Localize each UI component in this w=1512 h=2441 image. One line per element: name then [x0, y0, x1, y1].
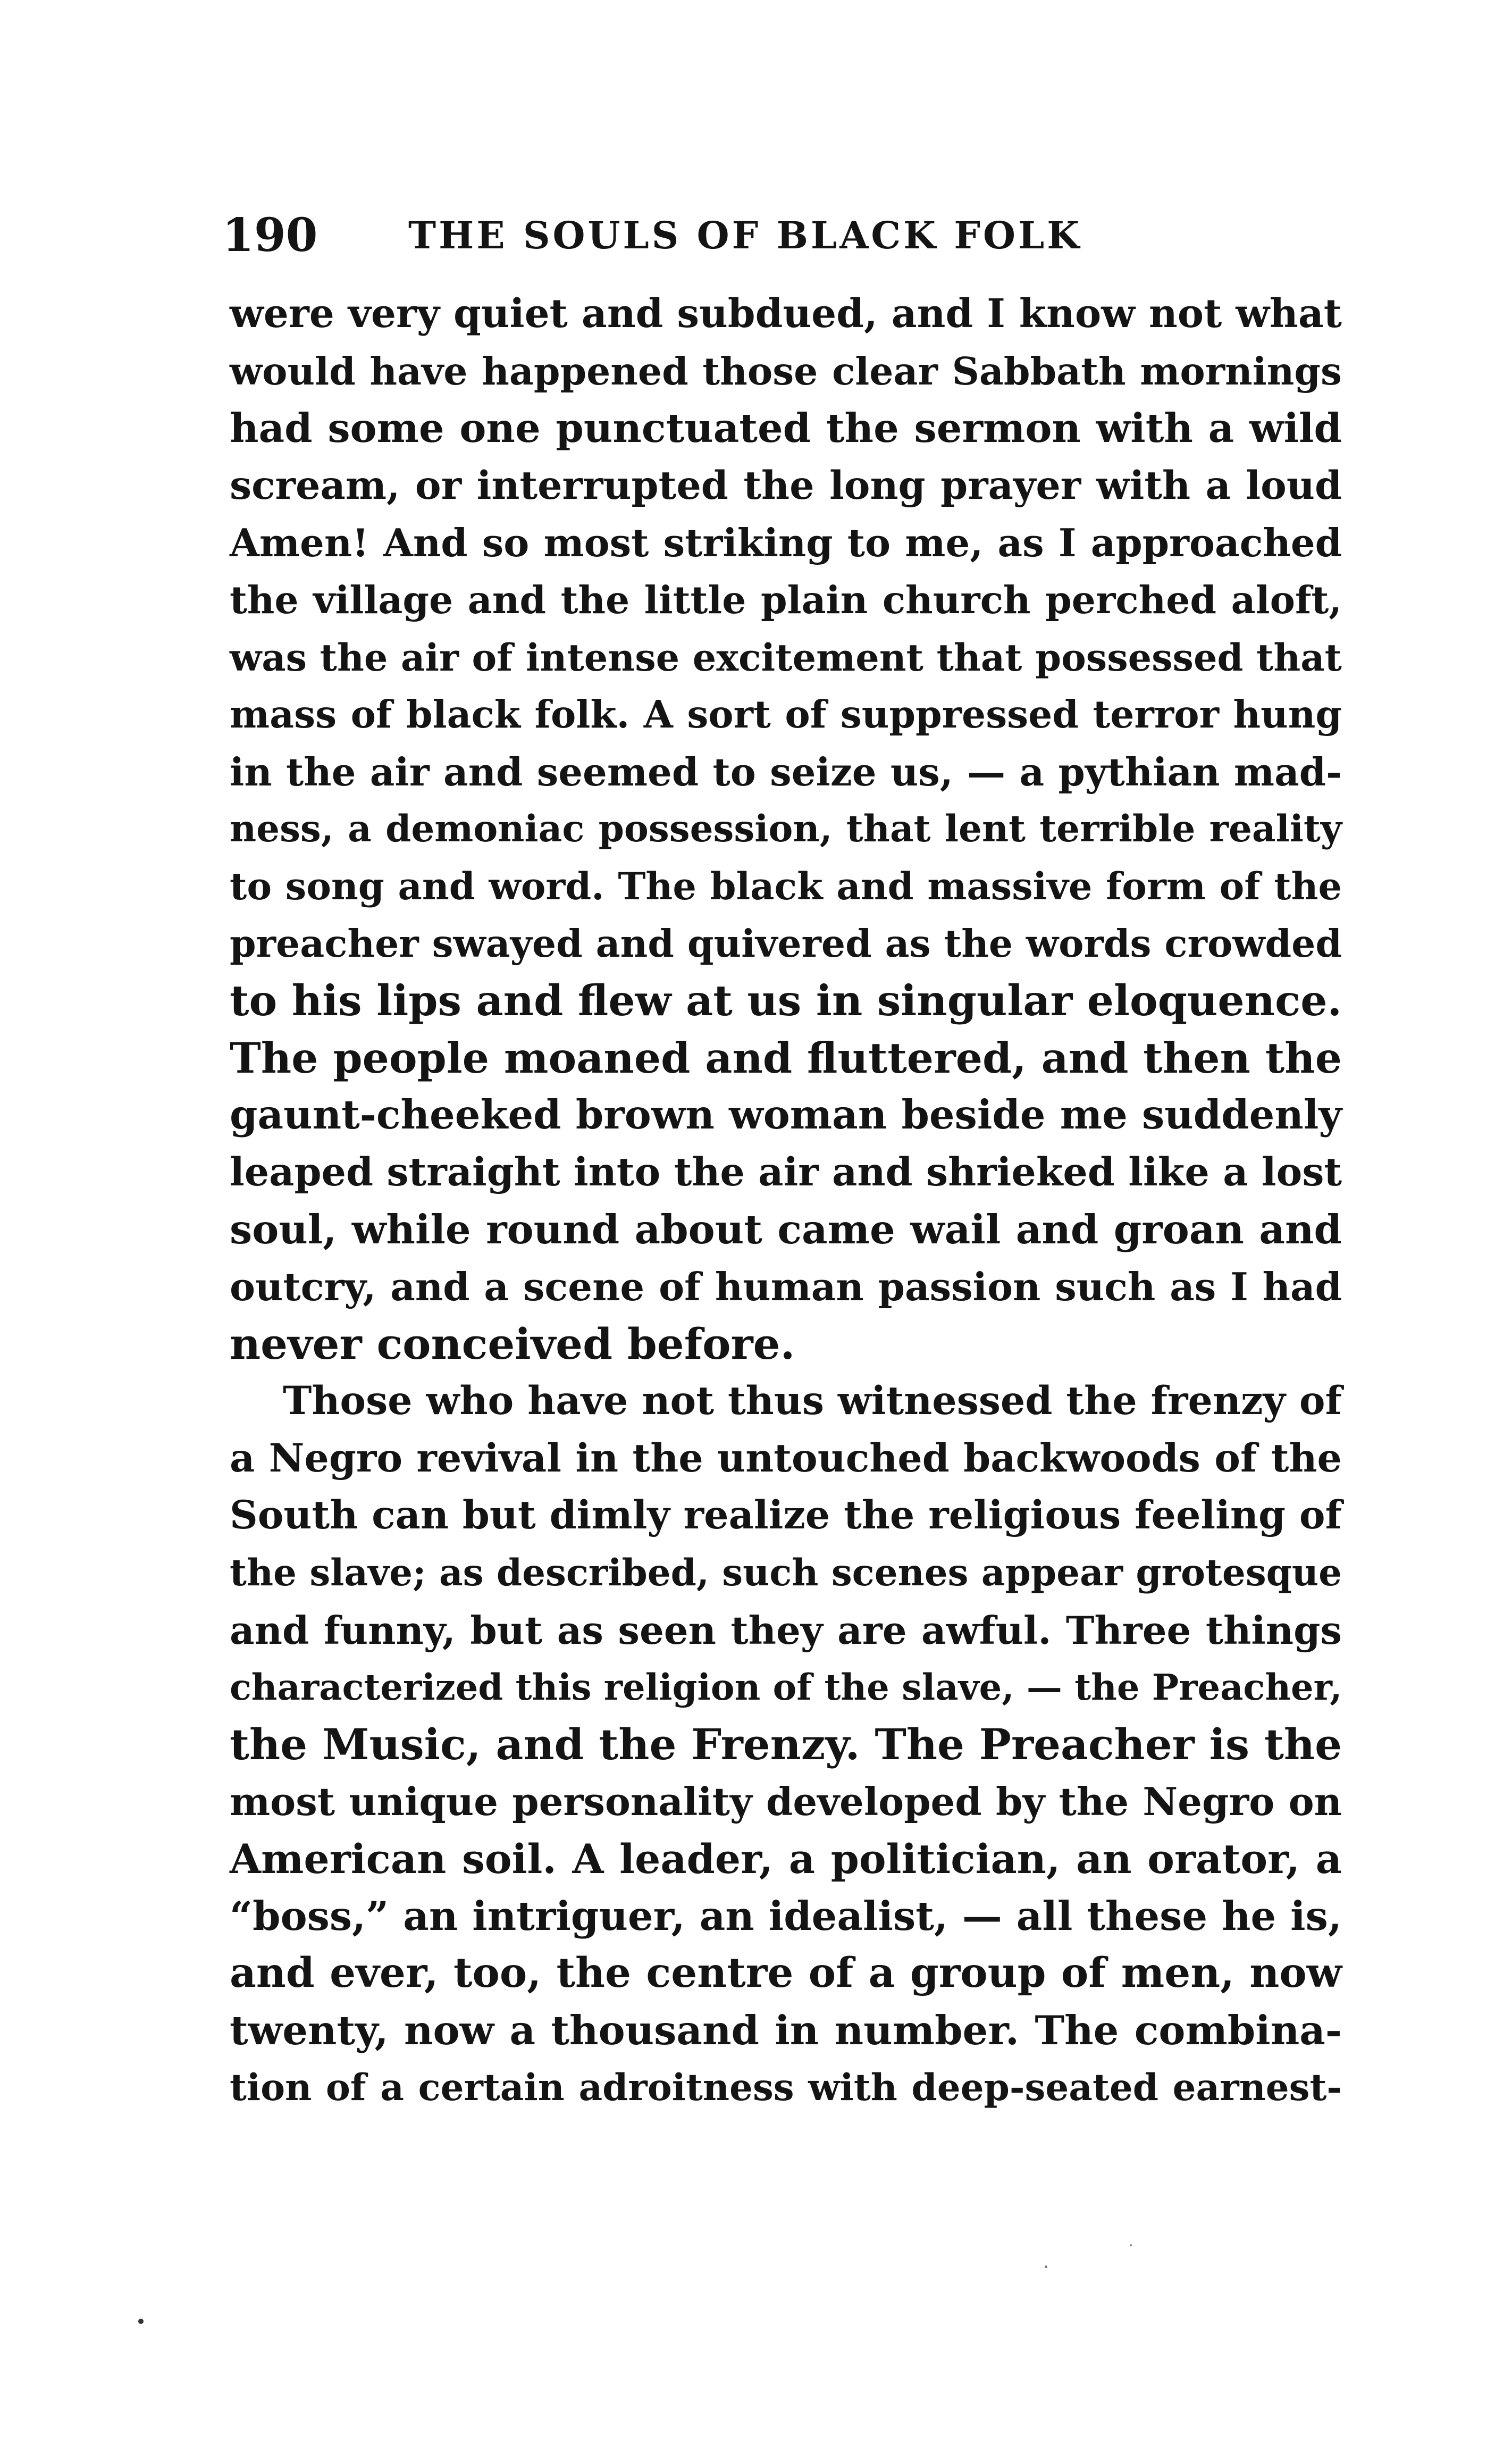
text-line: gaunt-cheeked brown woman beside me suddenly [230, 1091, 1342, 1139]
print-speck [1130, 2244, 1132, 2246]
text-line: a Negro revival in the untouched backwoods of the [230, 1435, 1342, 1481]
text-line: Amen! And so most striking to me, as I approached [230, 520, 1342, 566]
print-speck [1045, 2266, 1047, 2268]
text-line: The people moaned and fluttered, and then the [230, 1033, 1342, 1083]
text-line: tion of a certain adroitness with deep-seated earnest- [230, 2066, 1342, 2110]
text-line: and funny, but as seen they are awful. Three things [230, 1607, 1342, 1653]
text-line: South can but dimly realize the religious feeling of [230, 1492, 1342, 1539]
text-line: was the air of intense excitement that possessed that [230, 635, 1342, 680]
text-line: scream, or interrupted the long prayer with a loud [230, 462, 1342, 508]
paragraph-first-line: Those who have not thus witnessed the frenzy of [283, 1378, 1342, 1424]
text-line: would have happened those clear Sabbath mornings [230, 348, 1342, 394]
text-line: preacher swayed and quivered as the words crowded [230, 921, 1342, 966]
page-number: 190 [222, 208, 318, 262]
text-line: American soil. A leader, a politician, an orator, a [230, 1835, 1342, 1883]
text-line: characterized this religion of the slave, — the Preacher, [230, 1666, 1342, 1709]
text-line: twenty, now a thousand in number. The combina- [230, 2007, 1342, 2054]
text-line: leaped straight into the air and shrieked like a lost [230, 1149, 1342, 1195]
text-line: and ever, too, the centre of a group of men, now [230, 1949, 1342, 1997]
text-line: the village and the little plain church perched aloft, [230, 577, 1342, 622]
text-line: the slave; as described, such scenes appear grotesque [230, 1551, 1342, 1595]
body-text [230, 286, 1342, 2117]
text-line: had some one punctuated the sermon with a wild [230, 405, 1342, 452]
print-speck [138, 2319, 144, 2324]
page-header [222, 206, 1339, 265]
text-line: most unique personality developed by the Negro on [230, 1779, 1342, 1825]
text-line: in the air and seemed to seize us, — a pythian mad- [230, 749, 1342, 795]
text-line: soul, while round about came wail and groan and [230, 1206, 1342, 1253]
text-line: to his lips and flew at us in singular eloquence. [230, 976, 1342, 1026]
text-line: “boss,” an intriguer, an idealist, — all these he is, [230, 1892, 1342, 1940]
running-title: THE SOULS OF BLACK FOLK [408, 213, 1082, 257]
text-line: outcry, and a scene of human passion such as I had [230, 1264, 1342, 1310]
text-line: ness, a demoniac possession, that lent terrible reality [230, 807, 1342, 851]
text-line: the Music, and the Frenzy. The Preacher is the [230, 1719, 1342, 1769]
text-line: to song and word. The black and massive form of the [230, 864, 1342, 908]
text-line: were very quiet and subdued, and I know not what [230, 291, 1342, 337]
paragraph-end-line: never conceived before. [230, 1318, 795, 1369]
text-line: mass of black folk. A sort of suppressed terror hung [230, 692, 1342, 737]
